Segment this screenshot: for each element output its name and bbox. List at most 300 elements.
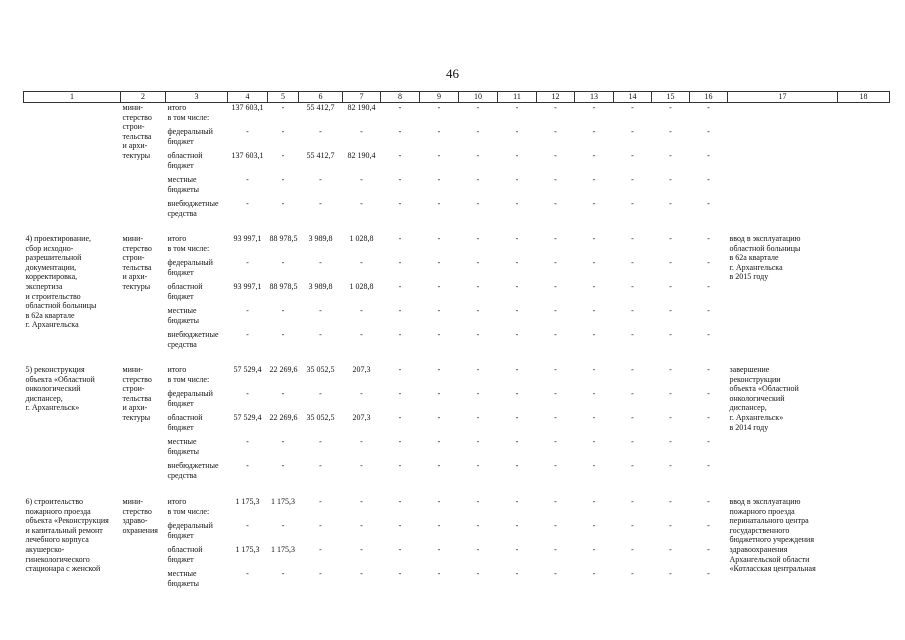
amount-cell: - <box>360 306 363 315</box>
column-number-row <box>24 92 890 103</box>
amount-cell: - <box>398 497 402 506</box>
amount-cell: - <box>554 569 557 578</box>
amount-cell: - <box>476 175 480 184</box>
column-number: 3 <box>166 92 228 103</box>
amount-cell: - <box>592 569 596 578</box>
amount-cell: - <box>669 545 672 554</box>
amount-cell: 1 175,3 <box>235 497 260 506</box>
funding-source: итого в том числе: <box>167 234 210 253</box>
amount-cell: - <box>319 258 322 267</box>
amount-cell: - <box>707 569 710 578</box>
budget-table <box>23 91 890 594</box>
amount-cell: - <box>360 175 363 184</box>
amount-cell: 82 190,4 <box>347 103 376 112</box>
amount-cell: - <box>281 258 285 267</box>
amount-cell: - <box>476 234 480 243</box>
amount-cell: - <box>437 103 441 112</box>
amount-cell: - <box>707 365 710 374</box>
amount-cell: - <box>319 199 322 208</box>
amount-cell: - <box>246 521 249 530</box>
funding-source: федеральный бюджет <box>167 258 213 277</box>
amount-cell: - <box>554 545 557 554</box>
executor: мини- стерство строи- тельства и архи- тектуры <box>122 234 152 291</box>
column-18-cell <box>838 365 890 486</box>
amount-cell: - <box>592 127 596 136</box>
amount-cell: - <box>476 151 480 160</box>
amount-cell: - <box>281 437 285 446</box>
amount-cell: - <box>631 282 634 291</box>
amount-cell: - <box>398 545 402 554</box>
amount-cell: - <box>669 175 672 184</box>
amount-cell: - <box>592 437 596 446</box>
amount-cell: - <box>707 497 710 506</box>
amount-cell: - <box>476 365 480 374</box>
amount-cell: - <box>669 306 672 315</box>
amount-cell: - <box>246 175 249 184</box>
amount-cell: - <box>476 413 480 422</box>
amount-cell: - <box>554 330 557 339</box>
amount-cell: 93 997,1 <box>233 234 262 243</box>
amount-cell: - <box>246 330 249 339</box>
column-number: 6 <box>299 92 343 103</box>
amount-cell: - <box>398 258 402 267</box>
amount-cell: - <box>707 389 710 398</box>
amount-cell: - <box>437 234 441 243</box>
amount-cell: - <box>398 521 402 530</box>
column-number: 18 <box>838 92 890 103</box>
amount-cell: - <box>707 151 710 160</box>
funding-source: внебюджетные средства <box>167 330 219 349</box>
amount-cell: - <box>515 306 519 315</box>
amount-cell: 35 052,5 <box>306 413 335 422</box>
column-number: 11 <box>498 92 537 103</box>
amount-cell: - <box>476 330 480 339</box>
amount-cell: - <box>631 151 634 160</box>
amount-cell: - <box>592 497 596 506</box>
amount-cell: - <box>592 413 596 422</box>
amount-cell: - <box>437 127 441 136</box>
column-number: 14 <box>614 92 652 103</box>
amount-cell: - <box>360 127 363 136</box>
amount-cell: 88 978,5 <box>269 282 298 291</box>
amount-cell: - <box>669 282 672 291</box>
amount-cell: - <box>631 389 634 398</box>
amount-cell: - <box>398 461 402 470</box>
amount-cell: - <box>515 199 519 208</box>
amount-cell: 82 190,4 <box>347 151 376 160</box>
amount-cell: - <box>592 306 596 315</box>
amount-cell: - <box>246 199 249 208</box>
amount-cell: - <box>592 461 596 470</box>
amount-cell: - <box>707 437 710 446</box>
amount-cell: - <box>360 437 363 446</box>
amount-cell: - <box>437 413 441 422</box>
amount-cell: - <box>437 330 441 339</box>
event-name: 5) реконструкция объекта «Областной онкологический диспансер, г. Архангельск» <box>25 365 95 413</box>
amount-cell: - <box>592 234 596 243</box>
amount-cell: - <box>319 497 322 506</box>
table-row <box>24 497 890 521</box>
expected-result: завершение реконструкции объекта «Областной онкологический диспансер, г. Архангельск» в 2014 году <box>729 365 799 432</box>
column-number: 5 <box>268 92 299 103</box>
column-number: 8 <box>381 92 420 103</box>
amount-cell: - <box>592 151 596 160</box>
amount-cell: - <box>669 521 672 530</box>
amount-cell: - <box>554 127 557 136</box>
amount-cell: - <box>398 437 402 446</box>
amount-cell: - <box>437 389 441 398</box>
amount-cell: - <box>319 569 322 578</box>
amount-cell: - <box>631 521 634 530</box>
amount-cell: - <box>515 234 519 243</box>
amount-cell: - <box>319 461 322 470</box>
amount-cell: - <box>631 103 634 112</box>
amount-cell: - <box>360 569 363 578</box>
amount-cell: - <box>592 521 596 530</box>
funding-source: федеральный бюджет <box>167 127 213 146</box>
table-row <box>24 234 890 258</box>
amount-cell: - <box>592 199 596 208</box>
amount-cell: - <box>319 175 322 184</box>
amount-cell: - <box>281 127 285 136</box>
amount-cell: - <box>437 282 441 291</box>
amount-cell: - <box>592 175 596 184</box>
amount-cell: - <box>631 461 634 470</box>
amount-cell: - <box>281 461 285 470</box>
amount-cell: - <box>669 461 672 470</box>
funding-source: местные бюджеты <box>167 437 200 456</box>
amount-cell: - <box>707 175 710 184</box>
amount-cell: - <box>554 282 557 291</box>
amount-cell: 1 175,3 <box>271 545 295 554</box>
amount-cell: - <box>246 258 249 267</box>
amount-cell: - <box>515 365 519 374</box>
amount-cell: - <box>631 437 634 446</box>
amount-cell: - <box>592 330 596 339</box>
amount-cell: - <box>707 461 710 470</box>
funding-source: областной бюджет <box>167 413 203 432</box>
amount-cell: - <box>398 234 402 243</box>
funding-source: внебюджетные средства <box>167 461 219 480</box>
amount-cell: - <box>707 306 710 315</box>
column-number: 9 <box>420 92 459 103</box>
amount-cell: - <box>592 389 596 398</box>
amount-cell: - <box>707 258 710 267</box>
column-number: 16 <box>690 92 728 103</box>
amount-cell: - <box>631 413 634 422</box>
amount-cell: - <box>437 258 441 267</box>
expected-result <box>728 103 838 225</box>
amount-cell: - <box>360 258 363 267</box>
amount-cell: 1 028,8 <box>349 234 374 243</box>
amount-cell: 35 052,5 <box>306 365 335 374</box>
amount-cell: 1 028,8 <box>349 282 374 291</box>
column-number: 17 <box>728 92 838 103</box>
amount-cell: 3 989,8 <box>308 282 333 291</box>
amount-cell: - <box>437 569 441 578</box>
amount-cell: 93 997,1 <box>233 282 262 291</box>
amount-cell: - <box>398 199 402 208</box>
amount-cell: - <box>669 569 672 578</box>
amount-cell: - <box>631 545 634 554</box>
amount-cell: - <box>631 569 634 578</box>
amount-cell: - <box>398 569 402 578</box>
amount-cell: - <box>246 306 249 315</box>
amount-cell: - <box>476 497 480 506</box>
amount-cell: - <box>246 127 249 136</box>
amount-cell: - <box>707 199 710 208</box>
amount-cell: 22 269,6 <box>269 365 298 374</box>
amount-cell: - <box>592 545 596 554</box>
amount-cell: - <box>631 497 634 506</box>
amount-cell: - <box>554 175 557 184</box>
funding-source: областной бюджет <box>167 545 203 564</box>
funding-source: федеральный бюджет <box>167 521 213 540</box>
amount-cell: - <box>669 199 672 208</box>
amount-cell: - <box>554 497 557 506</box>
page-number: 46 <box>446 66 459 81</box>
amount-cell: - <box>631 258 634 267</box>
column-number: 15 <box>652 92 690 103</box>
amount-cell: - <box>669 437 672 446</box>
amount-cell: 88 978,5 <box>269 234 298 243</box>
amount-cell: - <box>515 521 519 530</box>
amount-cell: - <box>281 103 285 112</box>
table-row <box>24 365 890 389</box>
amount-cell: - <box>592 258 596 267</box>
column-number: 1 <box>24 92 121 103</box>
amount-cell: - <box>360 199 363 208</box>
amount-cell: - <box>515 127 519 136</box>
amount-cell: - <box>631 365 634 374</box>
amount-cell: 207,3 <box>352 413 371 422</box>
amount-cell: - <box>476 199 480 208</box>
expected-result: ввод в эксплуатацию пожарного проезда перинатального центра государственного бюджетного учреждения здравоохранения Архангельской области «Котласская центральная <box>729 497 816 574</box>
amount-cell: - <box>554 258 557 267</box>
amount-cell: - <box>437 199 441 208</box>
amount-cell: - <box>437 306 441 315</box>
amount-cell: 55 412,7 <box>306 103 335 112</box>
executor: мини- стерство здраво- охранения <box>122 497 158 535</box>
amount-cell: - <box>360 461 363 470</box>
column-number: 12 <box>537 92 575 103</box>
amount-cell: - <box>398 365 402 374</box>
amount-cell: - <box>476 389 480 398</box>
table-row <box>24 103 890 128</box>
amount-cell: - <box>669 151 672 160</box>
amount-cell: - <box>476 461 480 470</box>
amount-cell: - <box>398 389 402 398</box>
amount-cell: - <box>398 413 402 422</box>
executor: мини- стерство строи- тельства и архи- тектуры <box>122 365 152 422</box>
funding-source: внебюджетные средства <box>167 199 219 218</box>
amount-cell: - <box>554 389 557 398</box>
amount-cell: - <box>707 282 710 291</box>
amount-cell: - <box>398 306 402 315</box>
amount-cell: - <box>437 175 441 184</box>
amount-cell: - <box>246 389 249 398</box>
amount-cell: - <box>515 437 519 446</box>
amount-cell: - <box>476 258 480 267</box>
funding-source: итого в том числе: <box>167 497 210 516</box>
amount-cell: - <box>360 545 363 554</box>
amount-cell: - <box>554 234 557 243</box>
amount-cell: - <box>476 437 480 446</box>
amount-cell: - <box>319 545 322 554</box>
amount-cell: - <box>476 306 480 315</box>
amount-cell: - <box>246 569 249 578</box>
funding-source: местные бюджеты <box>167 306 200 325</box>
amount-cell: - <box>281 175 285 184</box>
amount-cell: - <box>437 545 441 554</box>
amount-cell: - <box>476 569 480 578</box>
amount-cell: - <box>281 199 285 208</box>
column-number: 4 <box>228 92 268 103</box>
amount-cell: 137 603,1 <box>231 103 264 112</box>
amount-cell: - <box>669 103 672 112</box>
amount-cell: 1 175,3 <box>271 497 295 506</box>
amount-cell: - <box>554 437 557 446</box>
column-number: 13 <box>575 92 614 103</box>
amount-cell: - <box>515 569 519 578</box>
amount-cell: - <box>281 521 285 530</box>
amount-cell: - <box>707 413 710 422</box>
amount-cell: - <box>707 545 710 554</box>
amount-cell: 3 989,8 <box>308 234 333 243</box>
amount-cell: - <box>669 365 672 374</box>
amount-cell: - <box>319 521 322 530</box>
amount-cell: - <box>515 330 519 339</box>
amount-cell: - <box>319 330 322 339</box>
amount-cell: - <box>246 437 249 446</box>
amount-cell: - <box>281 389 285 398</box>
amount-cell: - <box>554 151 557 160</box>
amount-cell: 55 412,7 <box>306 151 335 160</box>
amount-cell: - <box>398 151 402 160</box>
amount-cell: - <box>515 282 519 291</box>
amount-cell: - <box>554 521 557 530</box>
column-number: 10 <box>459 92 498 103</box>
amount-cell: - <box>281 306 285 315</box>
amount-cell: - <box>398 330 402 339</box>
amount-cell: - <box>515 413 519 422</box>
amount-cell: - <box>319 437 322 446</box>
amount-cell: - <box>669 389 672 398</box>
amount-cell: 1 175,3 <box>235 545 260 554</box>
amount-cell: - <box>360 389 363 398</box>
amount-cell: - <box>554 306 557 315</box>
funding-source: областной бюджет <box>167 151 203 170</box>
funding-source: итого в том числе: <box>167 365 210 384</box>
amount-cell: 57 529,4 <box>233 365 262 374</box>
amount-cell: - <box>281 151 285 160</box>
event-name <box>24 103 121 225</box>
amount-cell: - <box>437 497 441 506</box>
event-name: 4) проектирование, сбор исходно- разрешительной документации, корректировка, экспертиза и строительство областной больницы в 62а квартале г. Архангельска <box>25 234 97 330</box>
amount-cell: - <box>592 365 596 374</box>
amount-cell: - <box>669 127 672 136</box>
column-18-cell <box>838 234 890 355</box>
amount-cell: - <box>398 175 402 184</box>
amount-cell: - <box>515 175 519 184</box>
amount-cell: - <box>437 461 441 470</box>
amount-cell: - <box>476 103 480 112</box>
amount-cell: - <box>360 330 363 339</box>
amount-cell: - <box>707 127 710 136</box>
amount-cell: - <box>437 365 441 374</box>
amount-cell: - <box>669 413 672 422</box>
amount-cell: 22 269,6 <box>269 413 298 422</box>
amount-cell: - <box>319 127 322 136</box>
amount-cell: - <box>669 234 672 243</box>
amount-cell: - <box>669 258 672 267</box>
amount-cell: - <box>669 497 672 506</box>
amount-cell: - <box>515 151 519 160</box>
amount-cell: 207,3 <box>352 365 371 374</box>
funding-source: местные бюджеты <box>167 569 200 588</box>
amount-cell: - <box>515 461 519 470</box>
amount-cell: - <box>554 103 557 112</box>
amount-cell: - <box>631 330 634 339</box>
amount-cell: - <box>669 330 672 339</box>
amount-cell: - <box>281 569 285 578</box>
event-name: 6) строительство пожарного проезда объекта «Реконструкция и капитальный ремонт лечебного корпуса акушерско- гинекологического стационара с женской <box>25 497 109 574</box>
amount-cell: - <box>476 545 480 554</box>
column-18-cell <box>838 497 890 594</box>
amount-cell: - <box>707 234 710 243</box>
amount-cell: - <box>476 521 480 530</box>
amount-cell: - <box>707 330 710 339</box>
amount-cell: - <box>319 306 322 315</box>
amount-cell: - <box>398 127 402 136</box>
amount-cell: - <box>515 545 519 554</box>
amount-cell: - <box>554 365 557 374</box>
amount-cell: - <box>515 103 519 112</box>
amount-cell: 57 529,4 <box>233 413 262 422</box>
amount-cell: - <box>246 461 249 470</box>
amount-cell: 137 603,1 <box>231 151 264 160</box>
funding-source: итого в том числе: <box>167 103 210 122</box>
executor: мини- стерство строи- тельства и архи- тектуры <box>122 103 152 160</box>
amount-cell: - <box>360 521 363 530</box>
amount-cell: - <box>707 103 710 112</box>
amount-cell: - <box>592 103 596 112</box>
amount-cell: - <box>281 330 285 339</box>
amount-cell: - <box>554 461 557 470</box>
amount-cell: - <box>631 234 634 243</box>
amount-cell: - <box>476 282 480 291</box>
amount-cell: - <box>515 258 519 267</box>
amount-cell: - <box>319 389 322 398</box>
amount-cell: - <box>707 521 710 530</box>
amount-cell: - <box>398 282 402 291</box>
column-number: 2 <box>121 92 166 103</box>
amount-cell: - <box>437 521 441 530</box>
amount-cell: - <box>398 103 402 112</box>
column-number: 7 <box>343 92 381 103</box>
amount-cell: - <box>554 413 557 422</box>
amount-cell: - <box>631 199 634 208</box>
amount-cell: - <box>437 437 441 446</box>
funding-source: местные бюджеты <box>167 175 200 194</box>
amount-cell: - <box>631 127 634 136</box>
amount-cell: - <box>476 127 480 136</box>
amount-cell: - <box>515 389 519 398</box>
amount-cell: - <box>554 199 557 208</box>
amount-cell: - <box>631 175 634 184</box>
amount-cell: - <box>360 497 363 506</box>
amount-cell: - <box>631 306 634 315</box>
